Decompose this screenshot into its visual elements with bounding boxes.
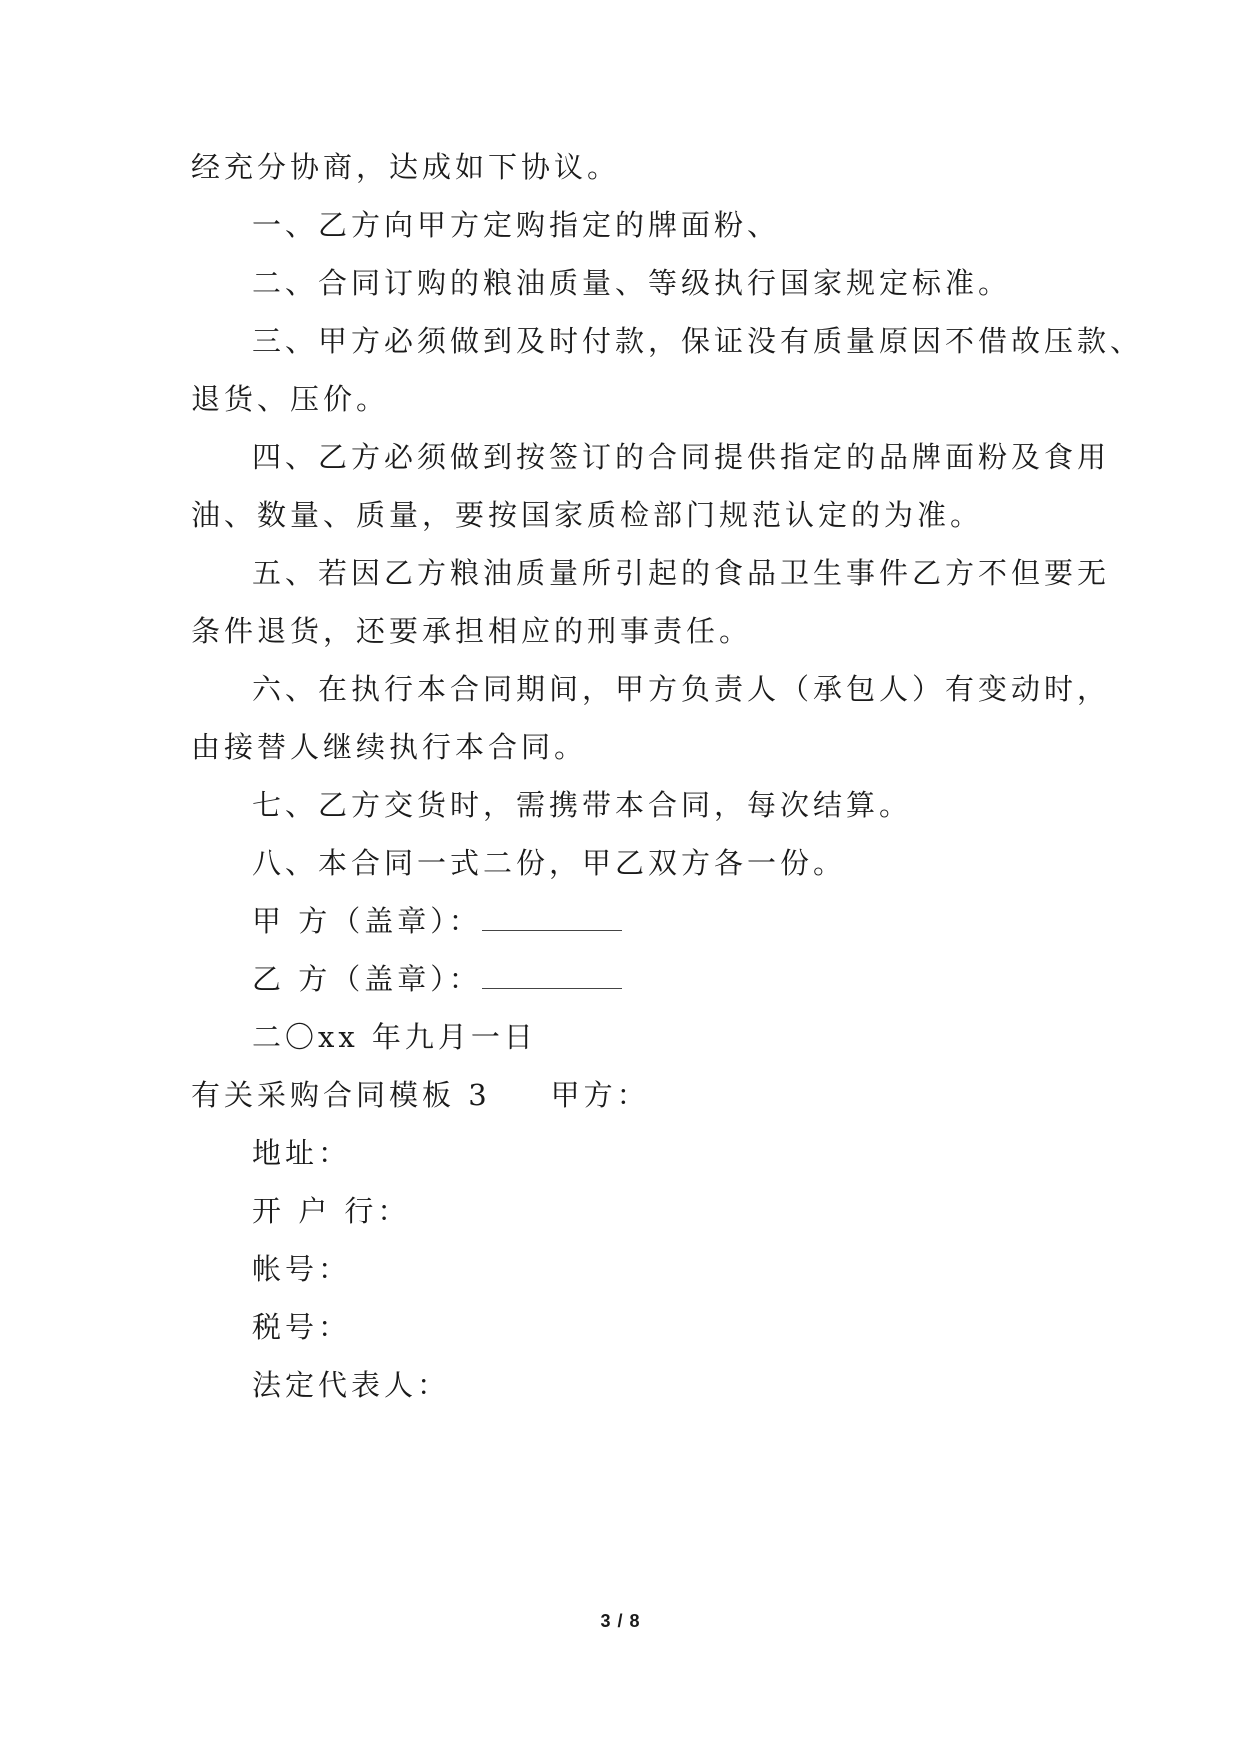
clause-4-continued: 油、数量、质量，要按国家质检部门规范认定的为准。 <box>191 498 984 532</box>
signature-blank <box>482 962 622 989</box>
contract-date: 二〇xx 年九月一日 <box>252 1020 537 1054</box>
clause-5-continued: 条件退货，还要承担相应的刑事责任。 <box>191 614 753 648</box>
clause-3-continued: 退货、压价。 <box>191 382 390 416</box>
field-legal-representative: 法定代表人： <box>252 1368 451 1402</box>
clause-7: 七、乙方交货时，需携带本合同，每次结算。 <box>252 788 913 822</box>
clause-3: 三、甲方必须做到及时付款，保证没有质量原因不借故压款、 <box>252 324 1144 358</box>
clause-8: 八、本合同一式二份，甲乙双方各一份。 <box>252 846 847 880</box>
next-section-heading <box>191 1075 1091 1115</box>
page-number: 3 / 8 <box>600 1611 641 1631</box>
next-section-party: 甲方： <box>550 1078 650 1112</box>
next-section-title: 有关采购合同模板 3 <box>191 1078 491 1112</box>
signature-blank <box>482 904 622 931</box>
text-line: 经充分协商，达成如下协议。 <box>191 150 621 184</box>
field-bank: 开 户 行： <box>252 1194 411 1228</box>
signature-party-a <box>252 901 1152 941</box>
clause-4: 四、乙方必须做到按签订的合同提供指定的品牌面粉及食用 <box>252 440 1111 474</box>
clause-2: 二、合同订购的粮油质量、等级执行国家规定标准。 <box>252 266 1012 300</box>
signature-party-a-label: 甲 方（盖章）： <box>252 904 482 938</box>
field-address: 地址： <box>252 1136 352 1170</box>
clause-6-continued: 由接替人继续执行本合同。 <box>191 730 588 764</box>
field-account: 帐号： <box>252 1252 352 1286</box>
signature-party-b-label: 乙 方（盖章）： <box>252 962 482 996</box>
field-tax-number: 税号： <box>252 1310 352 1344</box>
clause-6: 六、在执行本合同期间，甲方负责人（承包人）有变动时， <box>252 672 1111 706</box>
signature-party-b <box>252 959 1152 999</box>
clause-1: 一、乙方向甲方定购指定的牌面粉、 <box>252 208 781 242</box>
clause-5: 五、若因乙方粮油质量所引起的食品卫生事件乙方不但要无 <box>252 556 1111 590</box>
